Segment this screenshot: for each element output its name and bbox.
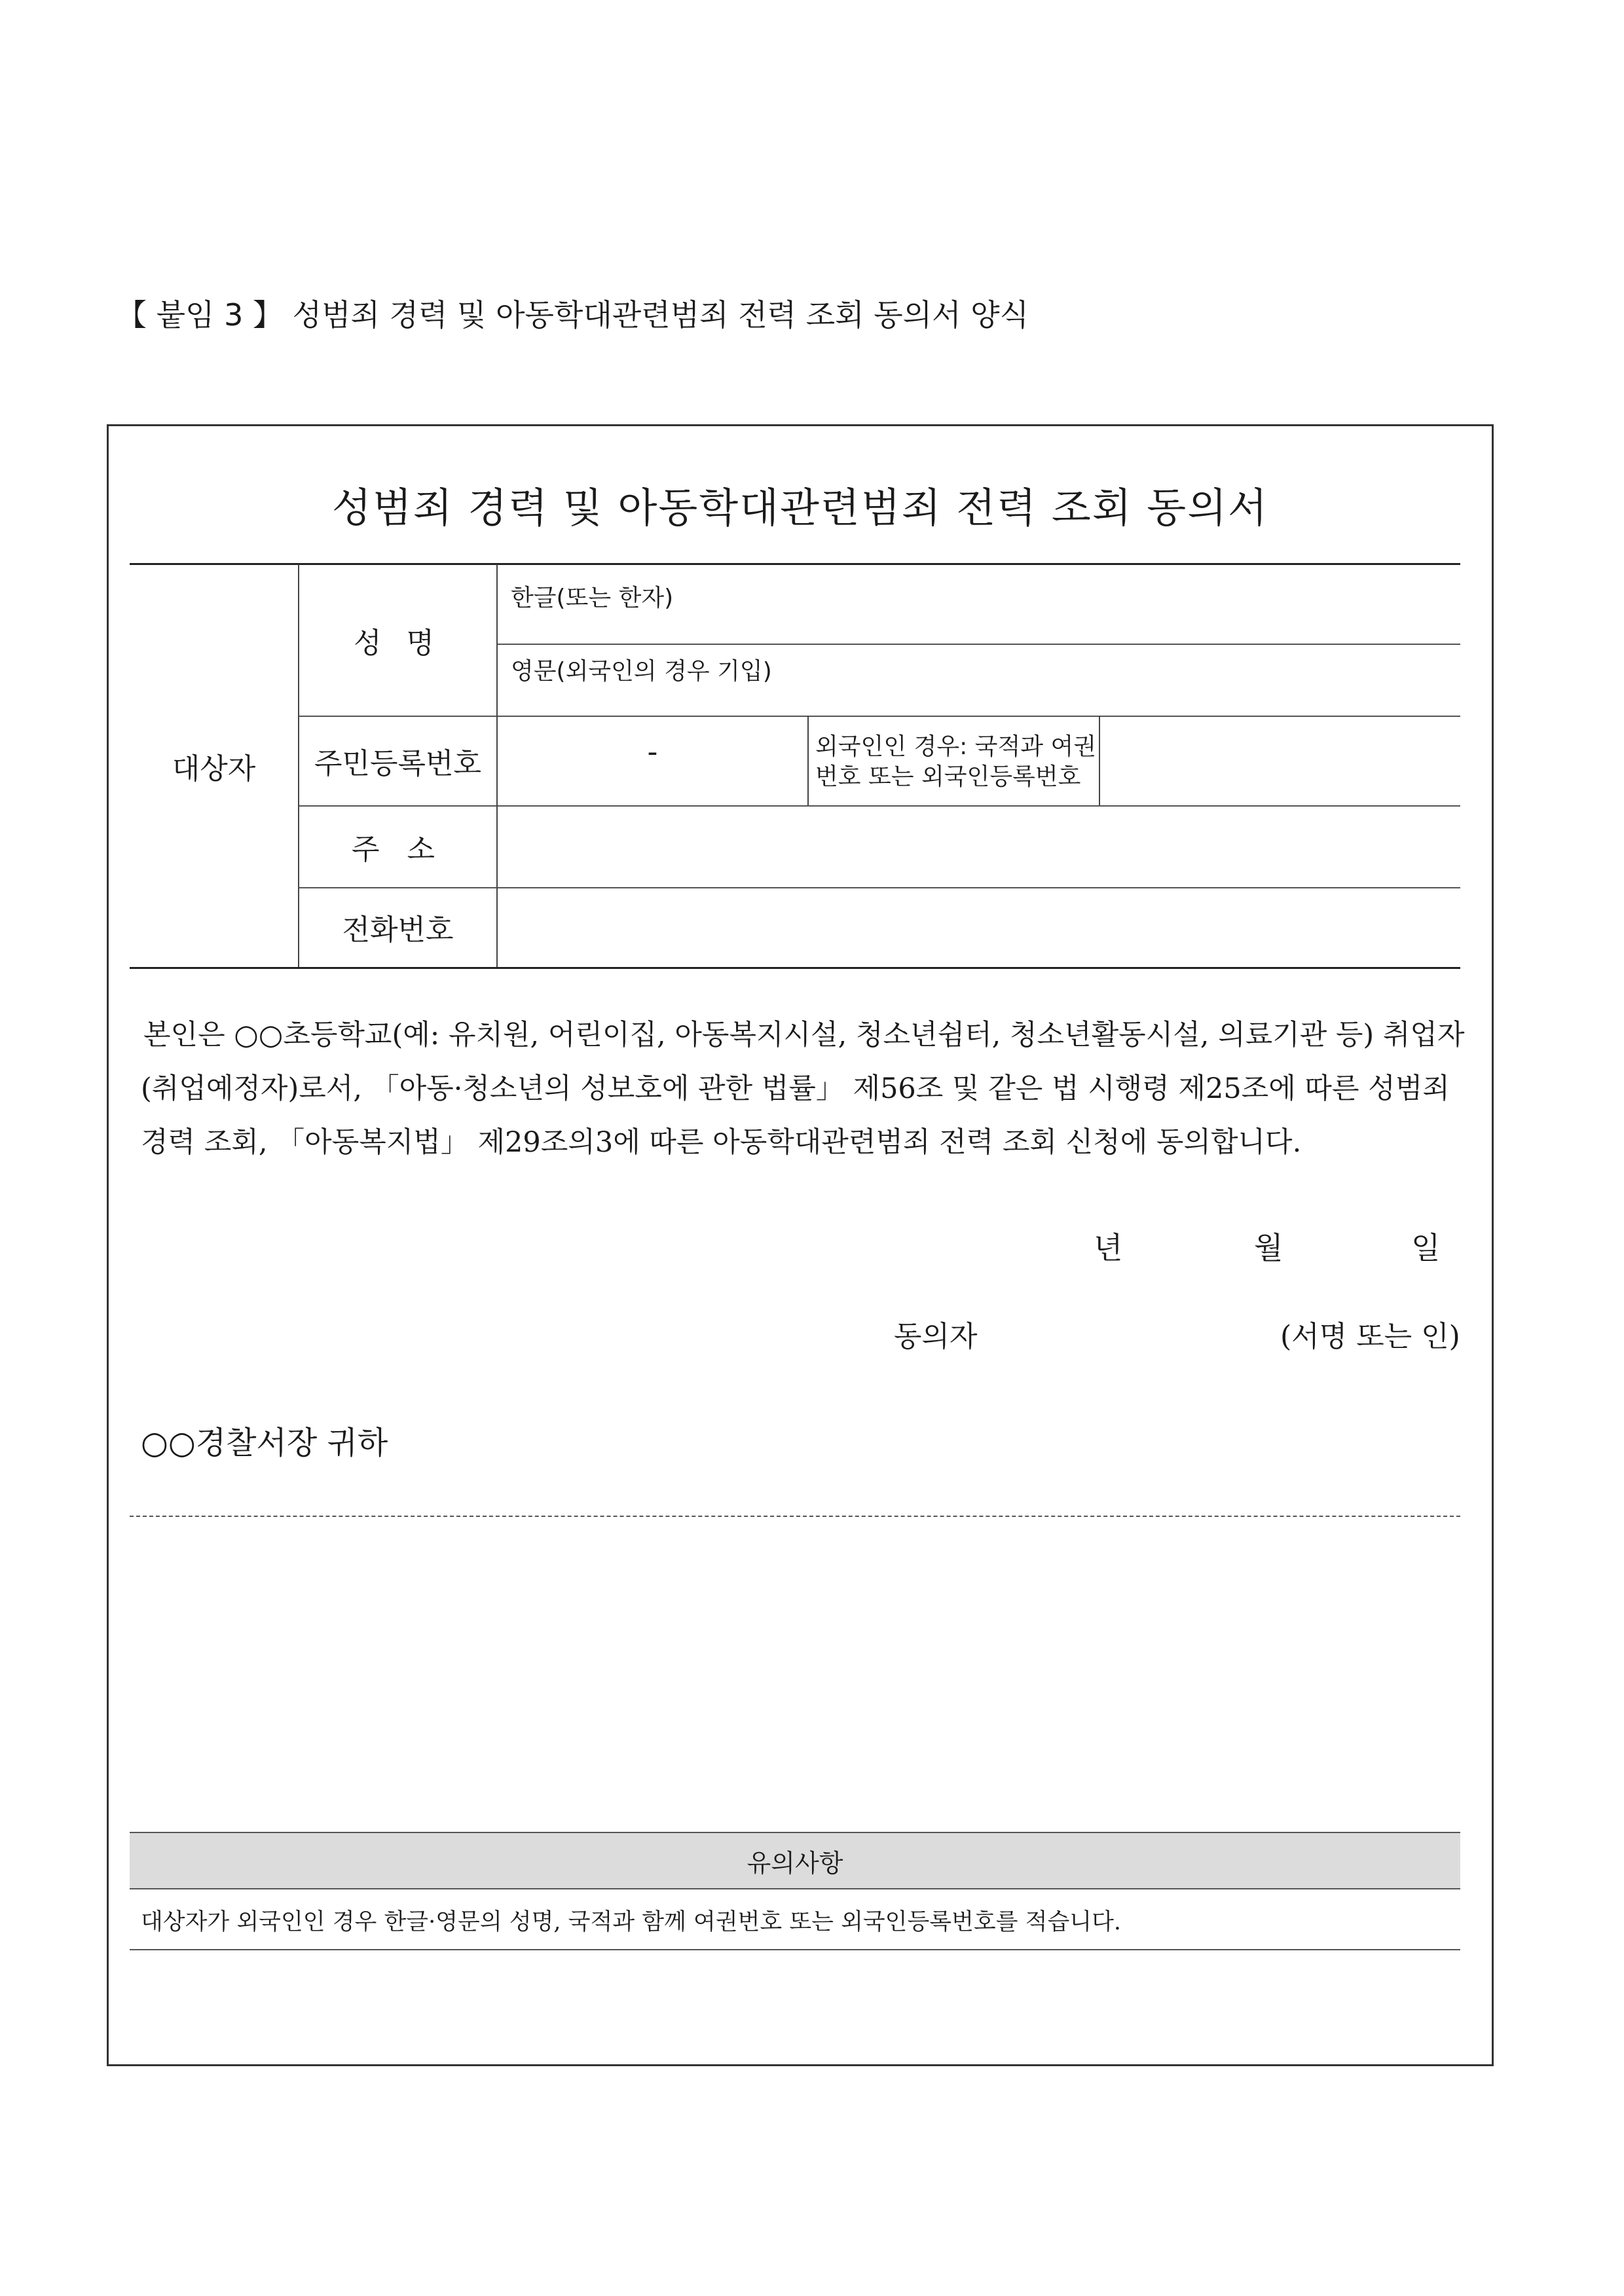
notes-text: 대상자가 외국인인 경우 한글·영문의 성명, 국적과 함께 여권번호 또는 외국인등록번호를 적습니다. <box>141 1909 1122 1935</box>
foreigner-label-line2: 번호 또는 외국인등록번호 <box>815 763 1081 790</box>
rrn-field[interactable]: - <box>647 735 658 769</box>
notes-bottom-rule <box>130 1949 1460 1950</box>
consent-line-2: (취업예정자)로서, 「아동·청소년의 성보호에 관한 법률」 제56조 및 같은 법 시행령 제25조에 따른 성범죄 <box>141 1072 1450 1105</box>
foreigner-id-field[interactable] <box>1100 717 1459 804</box>
table-bottom-rule <box>130 967 1460 969</box>
name-english-hint: 영문(외국인의 경우 기입) <box>511 658 772 685</box>
notes-header: 유의사항 <box>130 1832 1460 1889</box>
date-year: 년 <box>1094 1230 1123 1266</box>
name-korean-field[interactable] <box>819 570 1447 638</box>
name-row-divider <box>496 644 1460 645</box>
separator-rule <box>130 1516 1460 1517</box>
subject-label: 대상자 <box>172 752 256 786</box>
name-korean-hint: 한글(또는 한자) <box>511 585 674 611</box>
address-label: 주 소 <box>352 832 444 866</box>
date-month: 월 <box>1254 1230 1283 1266</box>
name-english-field[interactable] <box>819 648 1447 710</box>
signature-label: (서명 또는 인) <box>1280 1320 1460 1353</box>
date-day: 일 <box>1411 1230 1441 1266</box>
address-field[interactable] <box>498 807 1459 886</box>
form-title: 성범죄 경력 및 아동학대관련범죄 전력 조회 동의서 <box>332 483 1268 532</box>
attachment-heading: 【 붙임 3 】 성범죄 경력 및 아동학대관련범죄 전력 조회 동의서 양식 <box>117 297 1029 333</box>
phone-label: 전화번호 <box>342 913 454 947</box>
rrn-col-divider <box>807 716 809 805</box>
consent-line-3: 경력 조회, 「아동복지법」 제29조의3에 따른 아동학대관련범죄 전력 조회 신청에 동의합니다. <box>141 1126 1302 1159</box>
consent-line-1: 본인은 ○○초등학교(예: 유치원, 어린이집, 아동복지시설, 청소년쉼터, 청소년활동시설, 의료기관 등) 취업자 <box>143 1019 1465 1051</box>
recipient: ○○경찰서장 귀하 <box>141 1425 388 1461</box>
consenter-label: 동의자 <box>894 1320 978 1353</box>
phone-field[interactable] <box>498 888 1459 966</box>
rrn-label: 주민등록번호 <box>314 746 482 780</box>
foreigner-label-line1: 외국인인 경우: 국적과 여권 <box>815 733 1096 760</box>
consent-paragraph <box>141 1008 1465 1169</box>
foreigner-label <box>815 732 1096 792</box>
name-label: 성 명 <box>354 626 442 660</box>
signature-field[interactable] <box>995 1306 1270 1352</box>
